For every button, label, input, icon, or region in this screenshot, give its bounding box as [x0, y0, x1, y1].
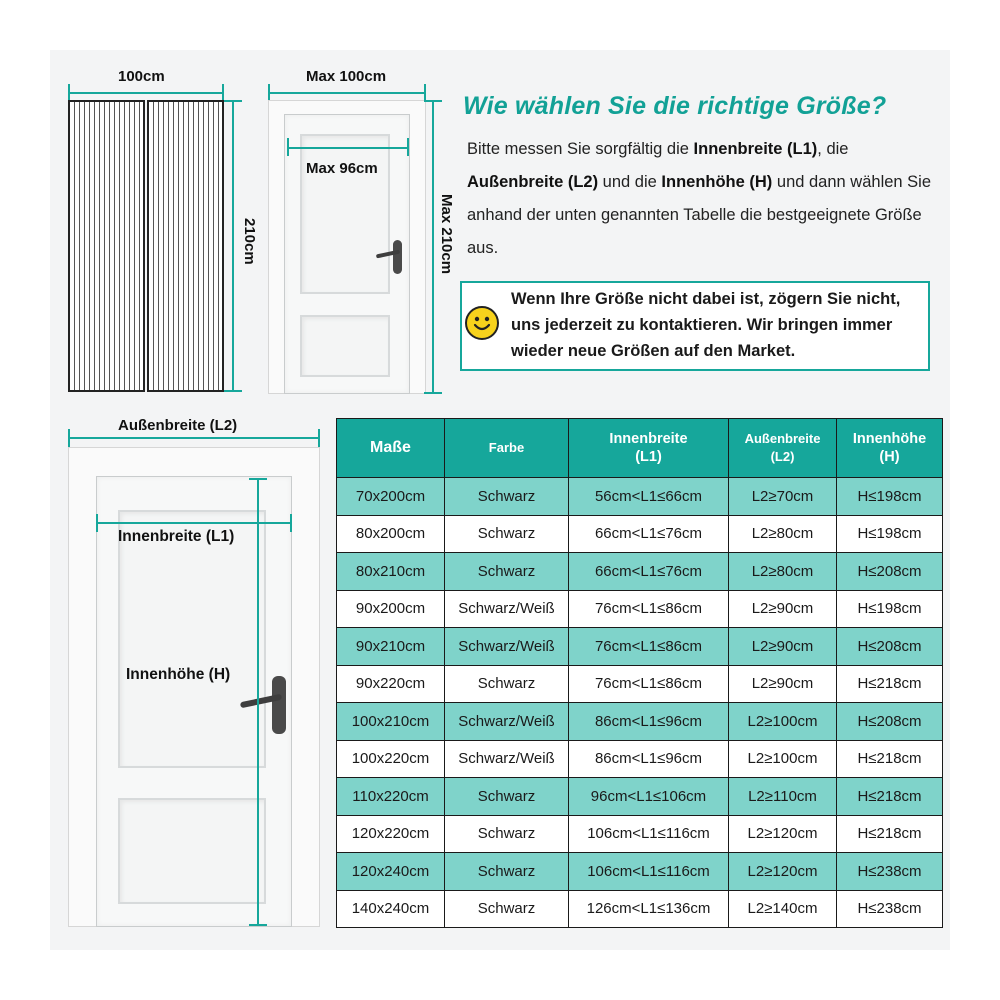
- curtain-height-label: 210cm: [241, 218, 258, 265]
- cell-inner-width: 106cm<L1≤116cm: [569, 853, 729, 891]
- cell-outer-width: L2≥80cm: [729, 553, 837, 591]
- cell-inner-height: H≤198cm: [837, 515, 943, 553]
- cell-inner-height: H≤218cm: [837, 665, 943, 703]
- cell-inner-width: 96cm<L1≤106cm: [569, 778, 729, 816]
- cell-inner-height: H≤208cm: [837, 703, 943, 741]
- intro-part-3: und die: [598, 173, 662, 191]
- table-row: [337, 553, 943, 591]
- intro-part-1: Bitte messen Sie sorgfältig die: [467, 140, 694, 158]
- cell-outer-width: L2≥100cm: [729, 740, 837, 778]
- door-max-inner-label: Max 96cm: [306, 160, 378, 177]
- cell-color: Schwarz/Weiß: [445, 740, 569, 778]
- table-row: [337, 628, 943, 666]
- outer-width-line: [68, 437, 320, 439]
- inner-height-tick-bottom: [249, 924, 267, 926]
- cell-inner-width: 66cm<L1≤76cm: [569, 515, 729, 553]
- cell-inner-width: 126cm<L1≤136cm: [569, 890, 729, 928]
- table-row: [337, 815, 943, 853]
- cell-size: 110x220cm: [337, 778, 445, 816]
- header-inner-width-label: Innenbreite (L1): [609, 431, 688, 465]
- door-max-height-tick-top: [424, 100, 442, 102]
- curtain-height-tick-top: [224, 100, 242, 102]
- table-row: [337, 665, 943, 703]
- door-inner-width-line: [287, 147, 409, 149]
- cell-size: 70x200cm: [337, 478, 445, 516]
- intro-bold-inner-width: Innenbreite (L1): [693, 140, 818, 158]
- small-door-upper-panel: [300, 134, 390, 294]
- door-max-width-label: Max 100cm: [306, 68, 387, 85]
- header-size-label: Maße: [370, 439, 411, 456]
- small-door-lower-panel: [300, 315, 390, 377]
- cell-size: 140x240cm: [337, 890, 445, 928]
- cell-inner-height: H≤238cm: [837, 853, 943, 891]
- cell-outer-width: L2≥140cm: [729, 890, 837, 928]
- cell-inner-height: H≤198cm: [837, 590, 943, 628]
- cell-color: Schwarz: [445, 553, 569, 591]
- door-inner-width-tick-right: [407, 138, 409, 156]
- cell-outer-width: L2≥110cm: [729, 778, 837, 816]
- inner-height-tick-top: [249, 478, 267, 480]
- size-table: [336, 418, 943, 928]
- cell-inner-width: 76cm<L1≤86cm: [569, 665, 729, 703]
- curtain-right-panel: [147, 100, 224, 392]
- cell-inner-width: 56cm<L1≤66cm: [569, 478, 729, 516]
- header-inner-width: [569, 419, 729, 478]
- cell-outer-width: L2≥90cm: [729, 590, 837, 628]
- cell-outer-width: L2≥120cm: [729, 853, 837, 891]
- inner-width-label: Innenbreite (L1): [118, 528, 235, 545]
- cell-outer-width: L2≥80cm: [729, 515, 837, 553]
- inner-height-label: Innenhöhe (H): [126, 666, 231, 683]
- header-inner-height: [837, 419, 943, 478]
- cell-inner-width: 66cm<L1≤76cm: [569, 553, 729, 591]
- cell-color: Schwarz/Weiß: [445, 628, 569, 666]
- cell-size: 90x210cm: [337, 628, 445, 666]
- cell-color: Schwarz: [445, 853, 569, 891]
- cell-outer-width: L2≥90cm: [729, 665, 837, 703]
- inner-width-tick-left: [96, 514, 98, 532]
- cell-size: 90x220cm: [337, 665, 445, 703]
- cell-inner-width: 76cm<L1≤86cm: [569, 628, 729, 666]
- cell-color: Schwarz/Weiß: [445, 590, 569, 628]
- door-max-width-line: [268, 92, 426, 94]
- intro-bold-outer-width: Außenbreite (L2): [467, 173, 599, 191]
- header-outer-width: [729, 419, 837, 478]
- table-row: [337, 853, 943, 891]
- small-door-handle-icon: [393, 240, 402, 274]
- outer-width-tick-left: [68, 429, 70, 447]
- cell-size: 100x220cm: [337, 740, 445, 778]
- curtain-height-line: [232, 100, 234, 392]
- intro-part-2: , die: [817, 140, 849, 158]
- large-door-upper-panel: [118, 510, 266, 768]
- inner-width-line: [96, 522, 292, 524]
- header-color: [445, 419, 569, 478]
- large-door-handle-icon: [272, 676, 286, 734]
- header-color-label: Farbe: [488, 440, 525, 455]
- table-row: [337, 478, 943, 516]
- cell-size: 90x200cm: [337, 590, 445, 628]
- smiley-icon: [465, 306, 499, 340]
- cell-outer-width: L2≥120cm: [729, 815, 837, 853]
- cell-inner-width: 86cm<L1≤96cm: [569, 703, 729, 741]
- page-title: Wie wählen Sie die richtige Größe?: [463, 92, 887, 120]
- table-row: [337, 778, 943, 816]
- intro-bold-inner-height: Innenhöhe (H): [661, 173, 773, 191]
- curtain-width-label: 100cm: [118, 68, 165, 85]
- cell-outer-width: L2≥100cm: [729, 703, 837, 741]
- table-row: [337, 890, 943, 928]
- cell-size: 80x200cm: [337, 515, 445, 553]
- intro-part-4: und dann wählen Sie anhand der unten genannten Tabelle die bestgeeignete Größe aus.: [467, 173, 932, 257]
- inner-height-line: [257, 478, 259, 926]
- cell-size: 80x210cm: [337, 553, 445, 591]
- door-max-height-label: Max 210cm: [438, 194, 455, 275]
- cell-inner-height: H≤198cm: [837, 478, 943, 516]
- door-inner-width-tick-left: [287, 138, 289, 156]
- header-inner-height-label: Innenhöhe (H): [852, 431, 927, 465]
- cell-inner-height: H≤218cm: [837, 740, 943, 778]
- table-header-row: [337, 419, 943, 478]
- outer-width-tick-right: [318, 429, 320, 447]
- intro-text: [467, 133, 937, 265]
- large-door-lower-panel: [118, 798, 266, 904]
- cell-inner-height: H≤208cm: [837, 553, 943, 591]
- cell-inner-width: 106cm<L1≤116cm: [569, 815, 729, 853]
- table-row: [337, 515, 943, 553]
- cell-inner-height: H≤218cm: [837, 815, 943, 853]
- cell-color: Schwarz: [445, 815, 569, 853]
- table-row: [337, 703, 943, 741]
- cell-size: 100x210cm: [337, 703, 445, 741]
- cell-color: Schwarz: [445, 478, 569, 516]
- table-row: [337, 740, 943, 778]
- cell-outer-width: L2≥90cm: [729, 628, 837, 666]
- cell-color: Schwarz: [445, 890, 569, 928]
- cell-color: Schwarz: [445, 515, 569, 553]
- notice-text: Wenn Ihre Größe nicht dabei ist, zögern Sie nicht, uns jederzeit zu kontaktieren. Wir bringen immer wieder neue Größen auf den Market.: [511, 290, 901, 360]
- cell-size: 120x240cm: [337, 853, 445, 891]
- door-max-height-line: [432, 100, 434, 394]
- cell-size: 120x220cm: [337, 815, 445, 853]
- outer-width-label: Außenbreite (L2): [118, 417, 238, 434]
- cell-inner-width: 76cm<L1≤86cm: [569, 590, 729, 628]
- curtain-left-panel: [68, 100, 145, 392]
- inner-width-tick-right: [290, 514, 292, 532]
- cell-inner-height: H≤208cm: [837, 628, 943, 666]
- header-outer-width-label: Außenbreite (L2): [744, 431, 821, 464]
- curtain-width-line: [68, 92, 224, 94]
- header-size: [337, 419, 445, 478]
- door-max-height-tick-bottom: [424, 392, 442, 394]
- cell-color: Schwarz: [445, 778, 569, 816]
- cell-inner-height: H≤218cm: [837, 778, 943, 816]
- cell-inner-height: H≤238cm: [837, 890, 943, 928]
- cell-color: Schwarz/Weiß: [445, 703, 569, 741]
- cell-color: Schwarz: [445, 665, 569, 703]
- cell-outer-width: L2≥70cm: [729, 478, 837, 516]
- curtain-height-tick-bottom: [224, 390, 242, 392]
- cell-inner-width: 86cm<L1≤96cm: [569, 740, 729, 778]
- table-row: [337, 590, 943, 628]
